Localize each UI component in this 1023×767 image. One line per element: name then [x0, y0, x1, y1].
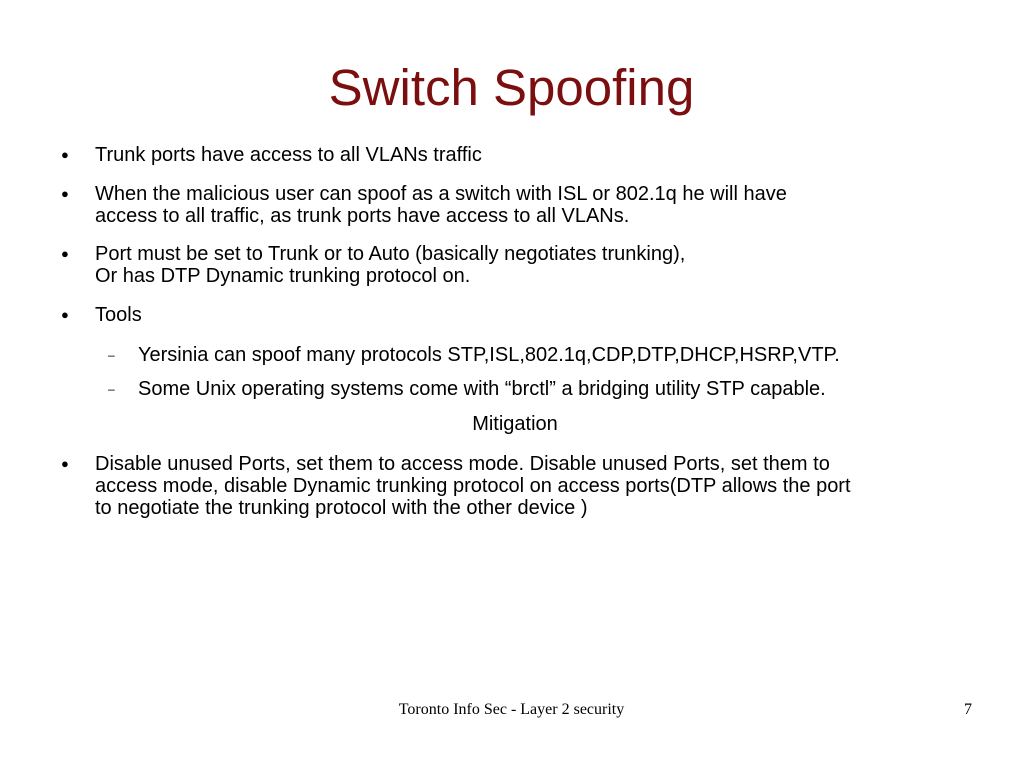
bullet-item — [61, 453, 985, 519]
sub-bullet-item — [108, 344, 988, 366]
bullet-text: Tools — [95, 304, 142, 326]
bullet-item — [61, 183, 985, 227]
bullet-text: to negotiate the trunking protocol with the other device ) — [95, 497, 588, 519]
page-number: 7 — [964, 701, 972, 718]
footer-text: Toronto Info Sec - Layer 2 security — [398, 701, 625, 718]
dash-icon: – — [108, 348, 115, 362]
bullet-icon: ● — [61, 456, 69, 471]
bullet-item — [61, 304, 985, 326]
bullet-item — [61, 144, 985, 166]
bullet-text: Disable unused Ports, set them to access mode. Disable unused Ports, set them to — [95, 453, 830, 475]
bullet-text: access to all traffic, as trunk ports have access to all VLANs. — [95, 205, 630, 227]
bullet-text: Port must be set to Trunk or to Auto (basically negotiates trunking), — [95, 243, 686, 265]
bullet-item — [61, 243, 985, 287]
sub-bullet-text: Some Unix operating systems come with “brctl” a bridging utility STP capable. — [138, 378, 826, 400]
bullet-icon: ● — [61, 307, 69, 322]
bullet-icon: ● — [61, 147, 69, 162]
bullet-text: Or has DTP Dynamic trunking protocol on. — [95, 265, 471, 287]
sub-bullet-item — [108, 378, 988, 400]
dash-icon: – — [108, 382, 115, 396]
bullet-icon: ● — [61, 246, 69, 261]
bullet-icon: ● — [61, 186, 69, 201]
sub-bullet-text: Yersinia can spoof many protocols STP,ISL,802.1q,CDP,DTP,DHCP,HSRP,VTP. — [138, 344, 840, 366]
bullet-text: access mode, disable Dynamic trunking protocol on access ports(DTP allows the port — [95, 475, 851, 497]
mitigation-heading: Mitigation — [472, 413, 558, 435]
bullet-text: When the malicious user can spoof as a switch with ISL or 802.1q he will have — [95, 183, 787, 205]
bullet-text: Trunk ports have access to all VLANs traffic — [95, 144, 482, 166]
slide-title: Switch Spoofing — [328, 59, 695, 116]
